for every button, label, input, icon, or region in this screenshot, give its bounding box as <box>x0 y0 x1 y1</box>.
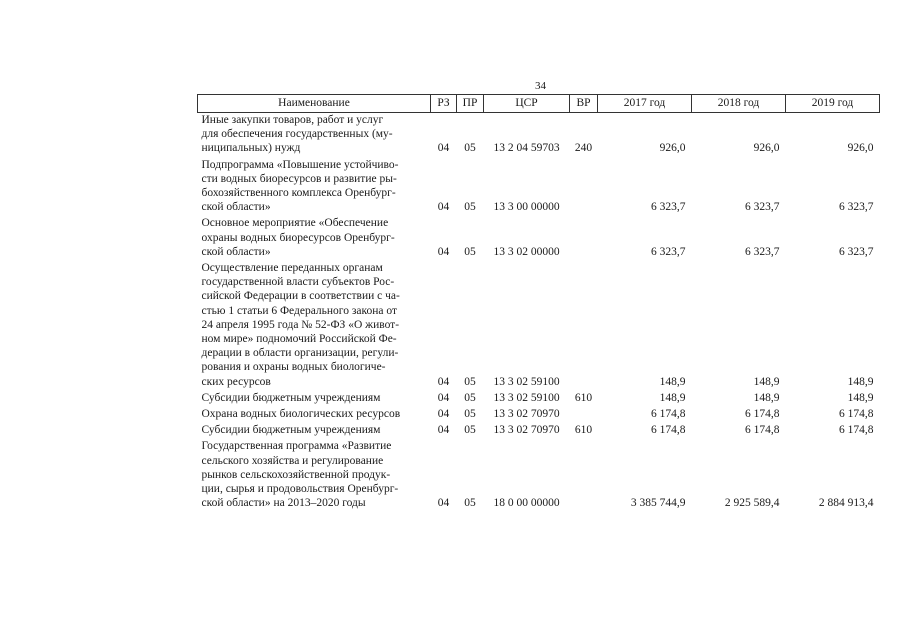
row-2017: 3 385 744,9 <box>630 497 686 510</box>
row-name-line: дерации в области организации, регули- <box>201 347 399 360</box>
row-name-line: Осуществление переданных органам <box>201 262 383 275</box>
row-pr: 05 <box>464 142 476 155</box>
row-rz: 04 <box>437 245 450 258</box>
row-2018: 148,9 <box>753 375 780 388</box>
header-2017: 2017 год <box>598 95 692 113</box>
header-2019: 2019 год <box>786 95 880 113</box>
header-rz: РЗ <box>431 95 457 113</box>
row-vr <box>570 216 598 261</box>
row-rz: 04 <box>437 424 450 437</box>
row-name-line: ских ресурсов <box>201 375 271 388</box>
row-name-line: Субсидии бюджетным учреждениям <box>201 424 381 437</box>
table-row <box>198 439 880 512</box>
row-pr: 05 <box>464 408 476 421</box>
row-vr: 610 <box>574 391 593 404</box>
row-2018: 6 174,8 <box>745 424 780 437</box>
row-name <box>198 391 431 407</box>
row-rz: 04 <box>437 142 450 155</box>
row-2019: 6 323,7 <box>839 201 874 214</box>
row-name-line: Государственная программа «Развитие <box>201 440 392 453</box>
row-csr: 13 3 02 59100 <box>493 391 560 404</box>
row-csr: 13 3 00 00000 <box>493 201 560 214</box>
row-name-line: стью 1 статьи 6 Федерального закона от <box>201 304 398 317</box>
row-2017: 926,0 <box>659 142 686 155</box>
row-name-line: ниципальных) нужд <box>201 142 301 155</box>
header-2018: 2018 год <box>692 95 786 113</box>
row-name-line: охраны водных биоресурсов Оренбург- <box>201 231 395 244</box>
row-csr: 18 0 00 00000 <box>493 497 560 510</box>
row-rz: 04 <box>437 497 450 510</box>
row-name-line: ской области» <box>201 201 271 214</box>
table-row <box>198 158 880 217</box>
row-rz: 04 <box>437 391 450 404</box>
row-2017: 6 323,7 <box>651 245 686 258</box>
row-name <box>198 439 431 512</box>
row-rz: 04 <box>437 201 450 214</box>
row-name <box>198 423 431 439</box>
row-name <box>198 261 431 391</box>
row-name-line: 24 апреля 1995 года № 52-ФЗ «О живот- <box>201 318 400 331</box>
row-pr: 05 <box>464 391 476 404</box>
table-row <box>198 216 880 261</box>
row-2018: 6 323,7 <box>745 245 780 258</box>
row-2019: 148,9 <box>847 375 874 388</box>
row-pr: 05 <box>464 201 476 214</box>
row-name-line: сельского хозяйства и регулирование <box>201 454 384 467</box>
table-row <box>198 391 880 407</box>
row-name-line: ции, сырья и продовольствия Оренбург- <box>201 483 399 496</box>
row-vr <box>570 158 598 217</box>
header-name: Наименование <box>198 95 431 113</box>
table-row <box>198 261 880 391</box>
row-vr <box>570 407 598 423</box>
row-name-line: государственной власти субъектов Рос- <box>201 276 395 289</box>
row-2019: 6 174,8 <box>839 408 874 421</box>
row-name-line: рынков сельскохозяйственной продук- <box>201 468 391 481</box>
row-name-line: Подпрограмма «Повышение устойчиво- <box>201 158 399 171</box>
row-pr: 05 <box>464 375 476 388</box>
table-row <box>198 423 880 439</box>
row-rz: 04 <box>437 375 450 388</box>
row-csr: 13 3 02 59100 <box>493 375 560 388</box>
row-vr <box>570 261 598 391</box>
row-name-line: ном мире» подномочий Российской Фе- <box>201 333 397 346</box>
row-2017: 148,9 <box>659 391 686 404</box>
row-2018: 6 174,8 <box>745 408 780 421</box>
row-name-line: бохозяйственного комплекса Оренбург- <box>201 187 396 200</box>
row-2019: 148,9 <box>847 391 874 404</box>
row-name-line: Субсидии бюджетным учреждениям <box>201 391 381 404</box>
row-2019: 6 323,7 <box>839 245 874 258</box>
row-pr: 05 <box>464 424 476 437</box>
row-pr: 05 <box>464 245 476 258</box>
table-header-row <box>198 95 880 113</box>
row-csr: 13 3 02 70970 <box>493 408 560 421</box>
row-2017: 6 323,7 <box>651 201 686 214</box>
row-name-line: рования и охраны водных биологиче- <box>201 361 386 374</box>
row-2018: 2 925 589,4 <box>724 497 780 510</box>
header-csr: ЦСР <box>484 95 570 113</box>
row-name-line: ской области» <box>201 245 271 258</box>
row-csr: 13 3 02 70970 <box>493 424 560 437</box>
row-2018: 6 323,7 <box>745 201 780 214</box>
row-2018: 148,9 <box>753 391 780 404</box>
table-row <box>198 113 880 158</box>
page-number: 34 <box>535 80 546 92</box>
row-vr: 610 <box>574 424 593 437</box>
row-name-line: для обеспечения государственных (му- <box>201 128 393 141</box>
row-vr: 240 <box>574 142 593 155</box>
row-name-line: сийской Федерации в соответствии с ча- <box>201 290 400 303</box>
row-name <box>198 216 431 261</box>
row-2017: 6 174,8 <box>651 424 686 437</box>
row-name-line: Основное мероприятие «Обеспечение <box>201 217 389 230</box>
row-pr: 05 <box>464 497 476 510</box>
row-csr: 13 3 02 00000 <box>493 245 560 258</box>
row-name-line: ской области» на 2013–2020 годы <box>201 497 366 510</box>
row-vr <box>570 439 598 512</box>
row-2017: 148,9 <box>659 375 686 388</box>
row-name <box>198 407 431 423</box>
row-2018: 926,0 <box>753 142 780 155</box>
row-2019: 2 884 913,4 <box>818 497 874 510</box>
row-name-line: Иные закупки товаров, работ и услуг <box>201 114 384 126</box>
row-2017: 6 174,8 <box>651 408 686 421</box>
budget-table <box>197 94 880 512</box>
header-vr: ВР <box>570 95 598 113</box>
row-csr: 13 2 04 59703 <box>493 142 560 155</box>
row-name <box>198 113 431 158</box>
row-name-line: Охрана водных биологических ресурсов <box>201 408 401 421</box>
row-2019: 6 174,8 <box>839 424 874 437</box>
row-name-line: сти водных биоресурсов и развитие ры- <box>201 172 397 185</box>
row-name <box>198 158 431 217</box>
table-row <box>198 407 880 423</box>
header-pr: ПР <box>457 95 484 113</box>
row-rz: 04 <box>437 408 450 421</box>
row-2019: 926,0 <box>847 142 874 155</box>
